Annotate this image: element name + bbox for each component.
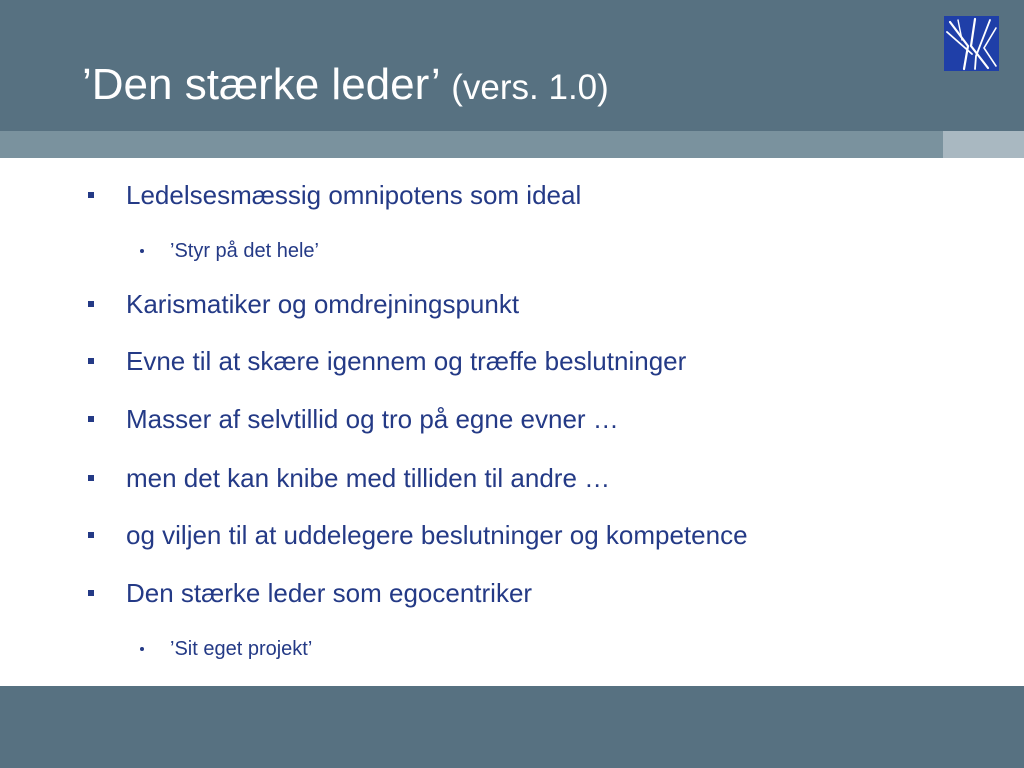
- square-bullet-icon: [88, 192, 94, 198]
- bullet-text: og viljen til at uddelegere beslutninger og kompetence: [126, 520, 748, 550]
- footer-band: [0, 686, 1024, 768]
- bullet-text: Den stærke leder som egocentriker: [126, 578, 533, 608]
- slide-title: [82, 57, 609, 116]
- bullet-text: ’Styr på det hele’: [170, 240, 319, 262]
- header-sub-band-accent: [943, 131, 1024, 158]
- bullet-list: [0, 158, 1024, 686]
- square-bullet-icon: [88, 416, 94, 422]
- slide-title-main: ’Den stærke leder’: [82, 60, 440, 109]
- institution-logo-icon: [944, 16, 999, 71]
- bullet-text: Evne til at skære igennem og træffe beslutninger: [126, 346, 687, 376]
- square-bullet-icon: [88, 590, 94, 596]
- round-bullet-icon: [140, 647, 144, 651]
- slide-title-version: (vers. 1.0): [451, 68, 609, 107]
- round-bullet-icon: [140, 249, 144, 253]
- bullet-text: ’Sit eget projekt’: [170, 638, 313, 660]
- header-sub-band: [0, 131, 943, 158]
- bullet-text: men det kan knibe med tilliden til andre …: [126, 463, 611, 493]
- square-bullet-icon: [88, 475, 94, 481]
- square-bullet-icon: [88, 301, 94, 307]
- bullet-text: Masser af selvtillid og tro på egne evner …: [126, 404, 619, 434]
- bullet-text: Ledelsesmæssig omnipotens som ideal: [126, 180, 582, 210]
- square-bullet-icon: [88, 532, 94, 538]
- bullet-text: Karismatiker og omdrejningspunkt: [126, 289, 520, 319]
- square-bullet-icon: [88, 358, 94, 364]
